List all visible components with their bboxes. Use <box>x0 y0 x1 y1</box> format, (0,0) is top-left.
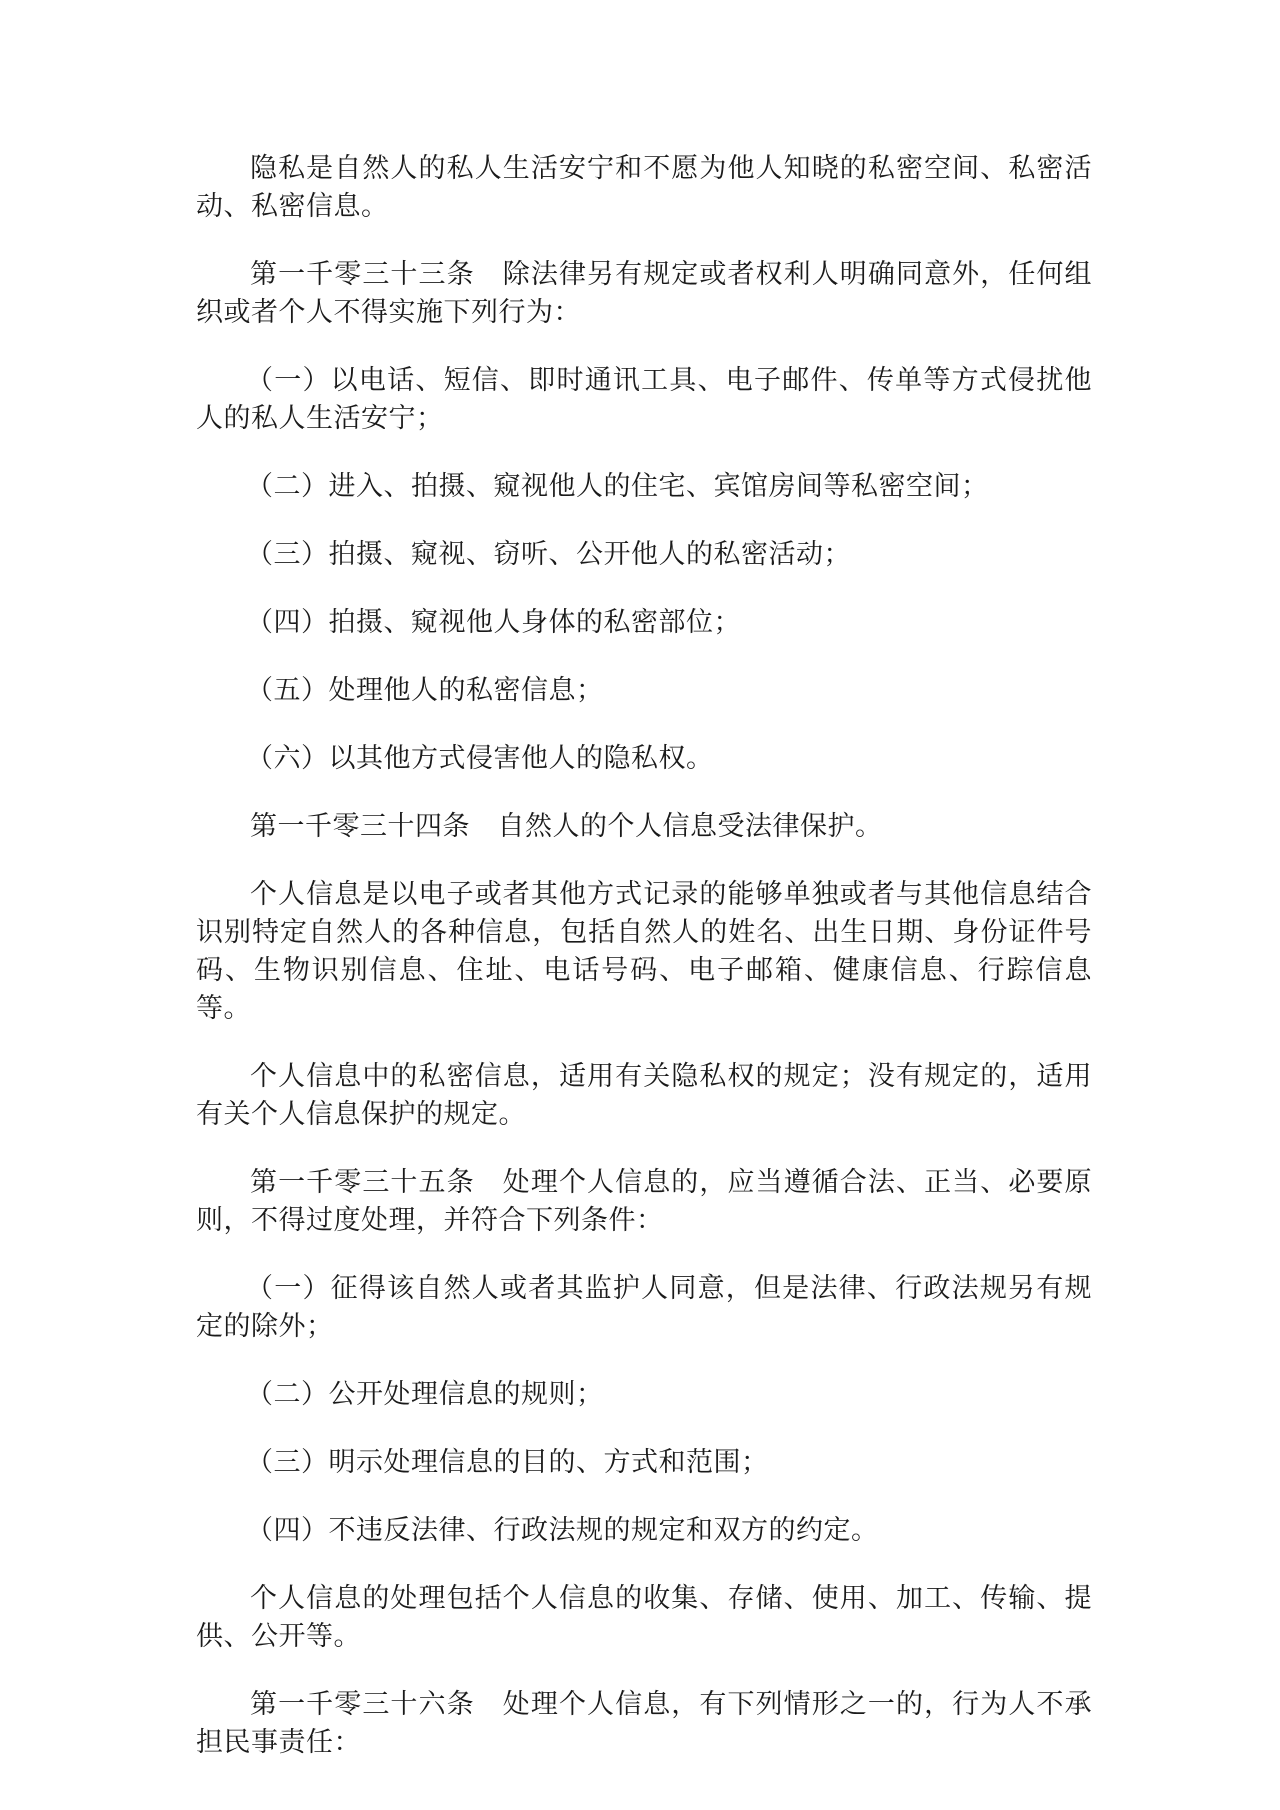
paragraph-1033-item-4: （四）拍摄、窥视他人身体的私密部位； <box>246 607 741 638</box>
paragraph-1035-item-4: （四）不违反法律、行政法规的规定和双方的约定。 <box>246 1515 879 1546</box>
paragraph-1033-item-5: （五）处理他人的私密信息； <box>246 675 604 706</box>
paragraph-article-1036: 第一千零三十六条 处理个人信息，有下列情形之一的，行为人不承担民事责任： <box>196 1689 1092 1758</box>
paragraph-article-1035: 第一千零三十五条 处理个人信息的，应当遵循合法、正当、必要原则，不得过度处理，并符合下列条件： <box>196 1167 1092 1236</box>
paragraph-privacy-definition: 隐私是自然人的私人生活安宁和不愿为他人知晓的私密空间、私密活动、私密信息。 <box>196 153 1092 222</box>
paragraph-1035-item-1: （一）征得该自然人或者其监护人同意，但是法律、行政法规另有规定的除外； <box>196 1273 1092 1342</box>
paragraph-1033-item-1: （一）以电话、短信、即时通讯工具、电子邮件、传单等方式侵扰他人的私人生活安宁； <box>196 365 1092 434</box>
paragraph-1033-item-6: （六）以其他方式侵害他人的隐私权。 <box>246 743 714 774</box>
paragraph-processing-definition: 个人信息的处理包括个人信息的收集、存储、使用、加工、传输、提供、公开等。 <box>196 1583 1092 1652</box>
document-page <box>196 150 1092 1792</box>
paragraph-1033-item-3: （三）拍摄、窥视、窃听、公开他人的私密活动； <box>246 539 851 570</box>
paragraph-1035-item-2: （二）公开处理信息的规则； <box>246 1379 604 1410</box>
paragraph-private-info-rule: 个人信息中的私密信息，适用有关隐私权的规定；没有规定的，适用有关个人信息保护的规定。 <box>196 1061 1092 1130</box>
paragraph-1035-item-3: （三）明示处理信息的目的、方式和范围； <box>246 1447 769 1478</box>
paragraph-personal-info-definition: 个人信息是以电子或者其他方式记录的能够单独或者与其他信息结合识别特定自然人的各种信息，包括自然人的姓名、出生日期、身份证件号码、生物识别信息、住址、电话号码、电子邮箱、健康信息、行踪信息等。 <box>196 879 1092 1024</box>
paragraph-1033-item-2: （二）进入、拍摄、窥视他人的住宅、宾馆房间等私密空间； <box>246 471 989 502</box>
paragraph-article-1034: 第一千零三十四条 自然人的个人信息受法律保护。 <box>250 811 883 842</box>
paragraph-article-1033: 第一千零三十三条 除法律另有规定或者权利人明确同意外，任何组织或者个人不得实施下列行为： <box>196 259 1092 328</box>
